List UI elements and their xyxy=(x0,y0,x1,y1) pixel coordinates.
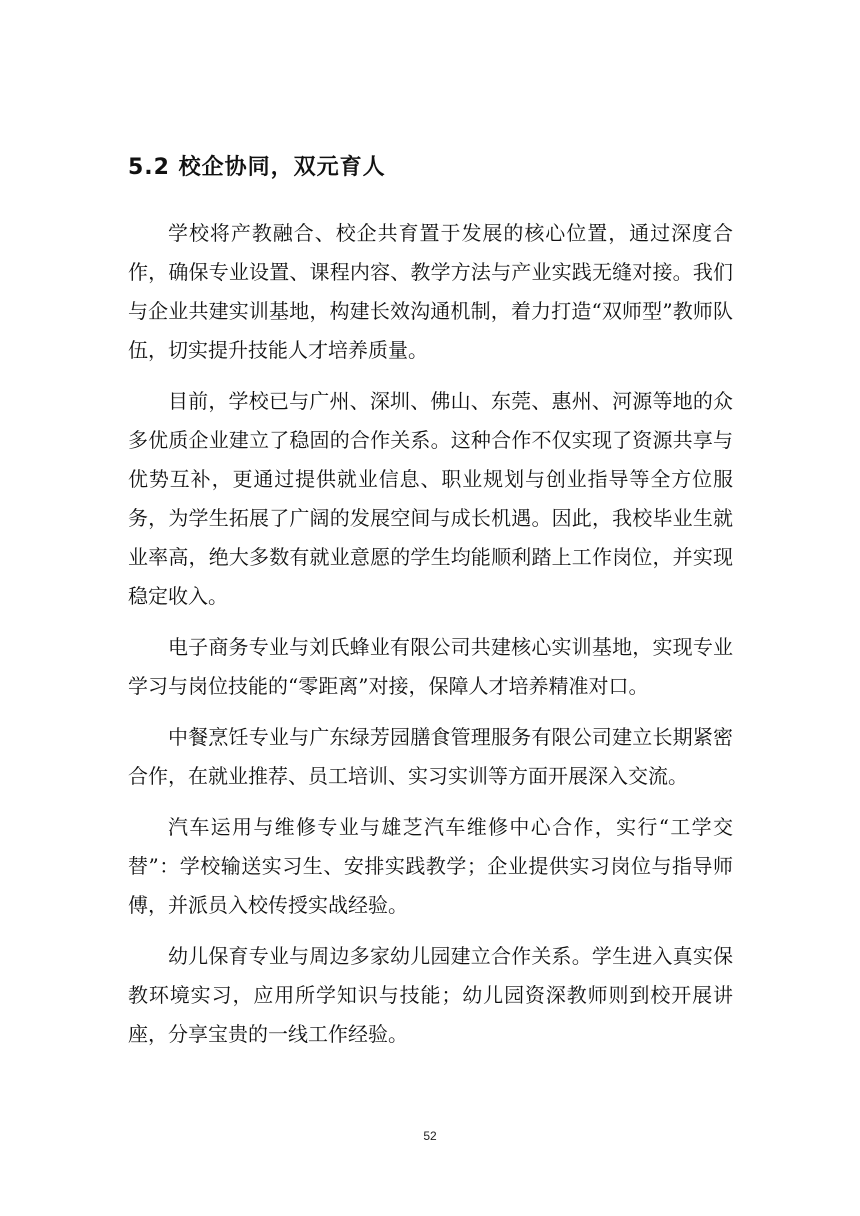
body-text xyxy=(128,214,733,1066)
page-number: 52 xyxy=(423,1129,437,1143)
paragraph-ecommerce: 电子商务专业与刘氏蜂业有限公司共建核心实训基地，实现专业学习与岗位技能的“零距离”对接，保障人才培养精准对口。 xyxy=(128,635,733,698)
paragraph-cooking: 中餐烹饪专业与广东绿芳园膳食管理服务有限公司建立长期紧密合作，在就业推荐、员工培训、实习实训等方面开展深入交流。 xyxy=(128,725,733,788)
section-heading: 5.2 校企协同，双元育人 xyxy=(128,155,386,180)
paragraph-partnerships: 目前，学校已与广州、深圳、佛山、东莞、惠州、河源等地的众多优质企业建立了稳固的合作关系。这种合作不仅实现了资源共享与优势互补，更通过提供就业信息、职业规划与创业指导等全方位服务，为学生拓展了广阔的发展空间与成长机遇。因此，我校毕业生就业率高，绝大多数有就业意愿的学生均能顺利踏上工作岗位，并实现稳定收入。 xyxy=(128,389,733,608)
paragraph-childcare: 幼儿保育专业与周边多家幼儿园建立合作关系。学生进入真实保教环境实习，应用所学知识与技能；幼儿园资深教师则到校开展讲座，分享宝贵的一线工作经验。 xyxy=(128,944,733,1046)
paragraph-automotive: 汽车运用与维修专业与雄芝汽车维修中心合作，实行“工学交替”：学校输送实习生、安排实践教学；企业提供实习岗位与指导师傅，并派员入校传授实战经验。 xyxy=(128,815,733,917)
paragraph-intro: 学校将产教融合、校企共育置于发展的核心位置，通过深度合作，确保专业设置、课程内容、教学方法与产业实践无缝对接。我们与企业共建实训基地，构建长效沟通机制，着力打造“双师型”教师队伍，切实提升技能人才培养质量。 xyxy=(128,221,733,362)
